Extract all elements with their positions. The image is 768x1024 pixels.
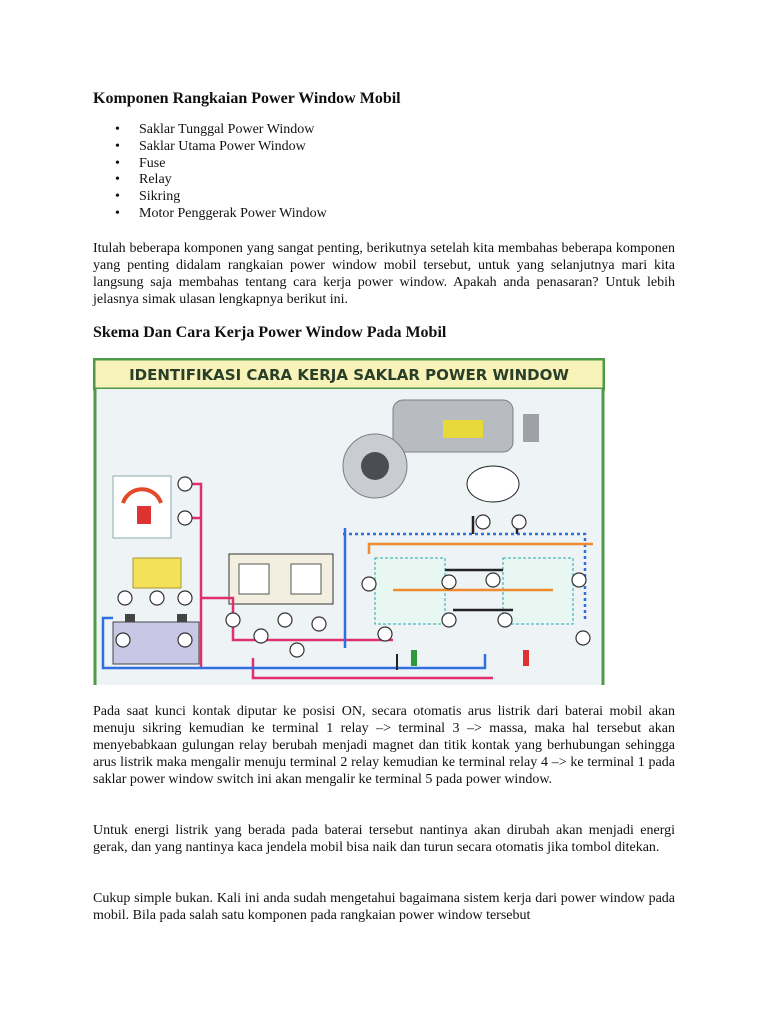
component-list: [93, 122, 327, 223]
list-item: • Saklar Utama Power Window: [93, 139, 327, 156]
list-item: • Motor Penggerak Power Window: [93, 206, 327, 223]
power-window-switch-icon: [229, 554, 333, 604]
list-item: • Saklar Tunggal Power Window: [93, 122, 327, 139]
diagram-banner-title: IDENTIFIKASI CARA KERJA SAKLAR POWER WINDOW: [129, 366, 569, 384]
list-item: • Sikring: [93, 189, 327, 206]
section-heading-components: Komponen Rangkaian Power Window Mobil: [93, 90, 401, 107]
fuse-icon: [133, 558, 181, 588]
wiring-diagram-figure: [93, 358, 605, 686]
list-item: • Fuse: [93, 156, 327, 173]
intro-paragraph: Itulah beberapa komponen yang sangat penting, berikutnya setelah kita membahas beberapa komponen yang penting didalam rangkaian power window mobil tersebut, untuk yang selanjutnya mari kita langsung saja membahas tentang cara kerja power window. Apakah anda penasaran? Untuk lebih jelasnya simak ulasan lengkapnya berikut ini.: [93, 241, 675, 307]
section-heading-schema: Skema Dan Cara Kerja Power Window Pada Mobil: [93, 324, 447, 341]
paragraph-energy: Untuk energi listrik yang berada pada baterai tersebut nantinya akan dirubah akan menjadi energi gerak, dan yang nantinya kaca jendela mobil bisa naik dan turun secara otomatis jika tombol ditekan.: [93, 823, 675, 855]
wiring-diagram: [93, 358, 605, 686]
paragraph-working-principle: Pada saat kunci kontak diputar ke posisi ON, secara otomatis arus listrik dari baterai mobil akan menuju sikring kemudian ke terminal 1 relay –> terminal 3 –> massa, maka hal tersebut akan menyebabkaan gulungan relay berubah menjadi magnet dan titik kontak yang berhubungan sehingga arus listrik maka mengalir menuju terminal 2 relay kemudian ke terminal relay 4 –> ke terminal 1 pada saklar power window switch ini akan mengalir ke terminal 5 pada power window.: [93, 704, 675, 787]
paragraph-closing: Cukup simple bukan. Kali ini anda sudah mengetahui bagaimana sistem kerja dari power window pada mobil. Bila pada salah satu komponen pada rangkaian power window tersebut: [93, 891, 675, 923]
list-item: • Relay: [93, 172, 327, 189]
